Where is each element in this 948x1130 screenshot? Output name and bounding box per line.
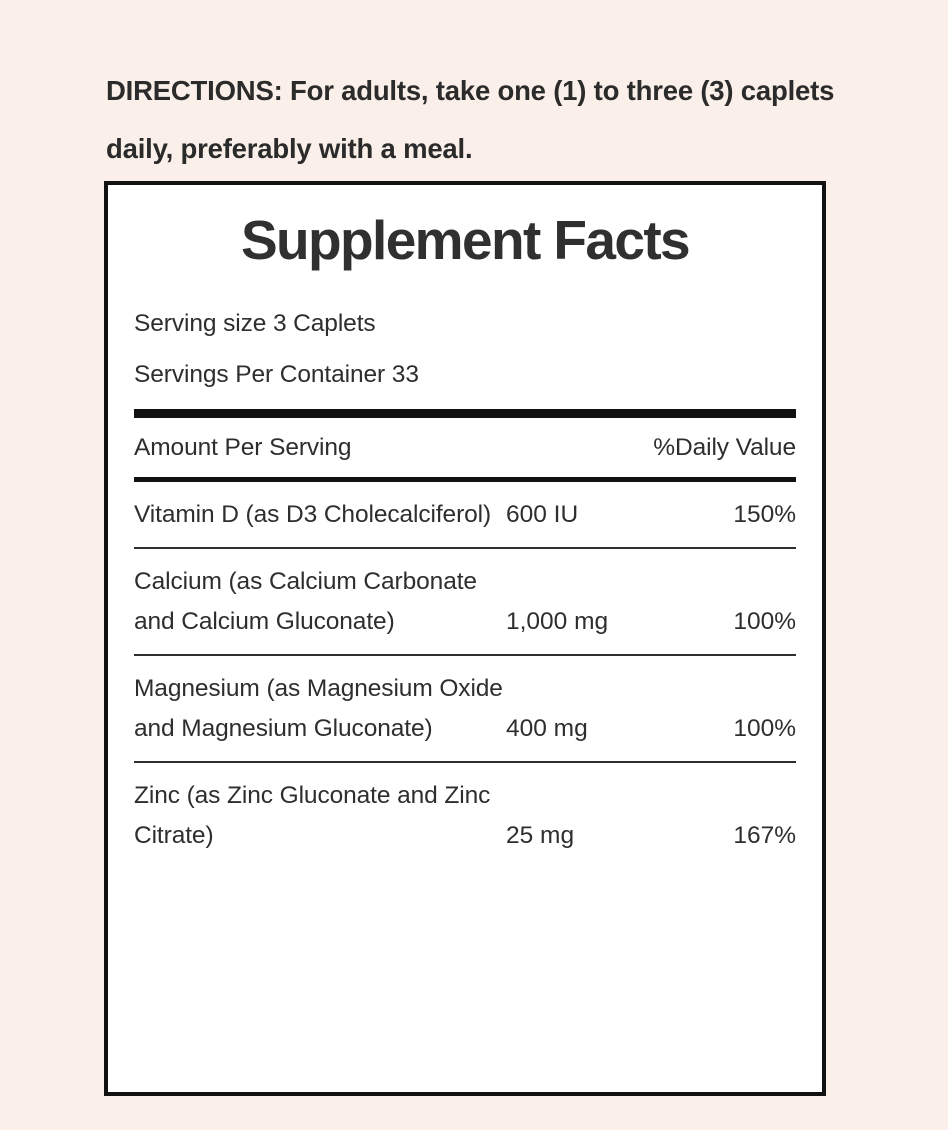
nutrient-daily-value: 167% xyxy=(733,822,796,850)
nutrient-name: Calcium (as Calcium Carbonate and Calcium Gluconate) xyxy=(134,568,477,636)
page-title: Supplement Facts xyxy=(240,209,690,271)
nutrient-daily-value: 150% xyxy=(733,501,796,529)
supplement-facts-panel xyxy=(104,181,826,1096)
divider-thick xyxy=(134,409,796,418)
table-row xyxy=(134,549,796,654)
nutrient-amount: 1,000 mg xyxy=(506,608,609,636)
nutrient-name: Vitamin D (as D3 Cholecalciferol) xyxy=(134,501,492,529)
servings-per-container: Servings Per Container 33 xyxy=(134,361,419,389)
directions-paragraph xyxy=(106,62,846,178)
table-header-row xyxy=(134,418,796,477)
nutrient-amount: 400 mg xyxy=(506,715,588,743)
nutrient-amount: 25 mg xyxy=(506,822,575,850)
nutrient-daily-value: 100% xyxy=(733,715,796,743)
nutrient-amount: 600 IU xyxy=(506,501,579,529)
amount-per-serving-header: Amount Per Serving xyxy=(134,434,352,462)
table-row xyxy=(134,482,796,547)
nutrient-daily-value: 100% xyxy=(733,608,796,636)
daily-value-header: %Daily Value xyxy=(653,434,796,462)
table-row xyxy=(134,656,796,761)
nutrient-name: Zinc (as Zinc Gluconate and Zinc Citrate) xyxy=(134,782,491,850)
table-row xyxy=(134,763,796,868)
directions-label: DIRECTIONS: xyxy=(106,74,283,106)
serving-size: Serving size 3 Caplets xyxy=(134,310,376,338)
nutrient-name: Magnesium (as Magnesium Oxide and Magnesium Gluconate) xyxy=(134,675,503,743)
directions-text: For adults, take one (1) to three (3) caplets daily, preferably with a meal. xyxy=(106,74,835,164)
serving-info xyxy=(134,274,796,400)
